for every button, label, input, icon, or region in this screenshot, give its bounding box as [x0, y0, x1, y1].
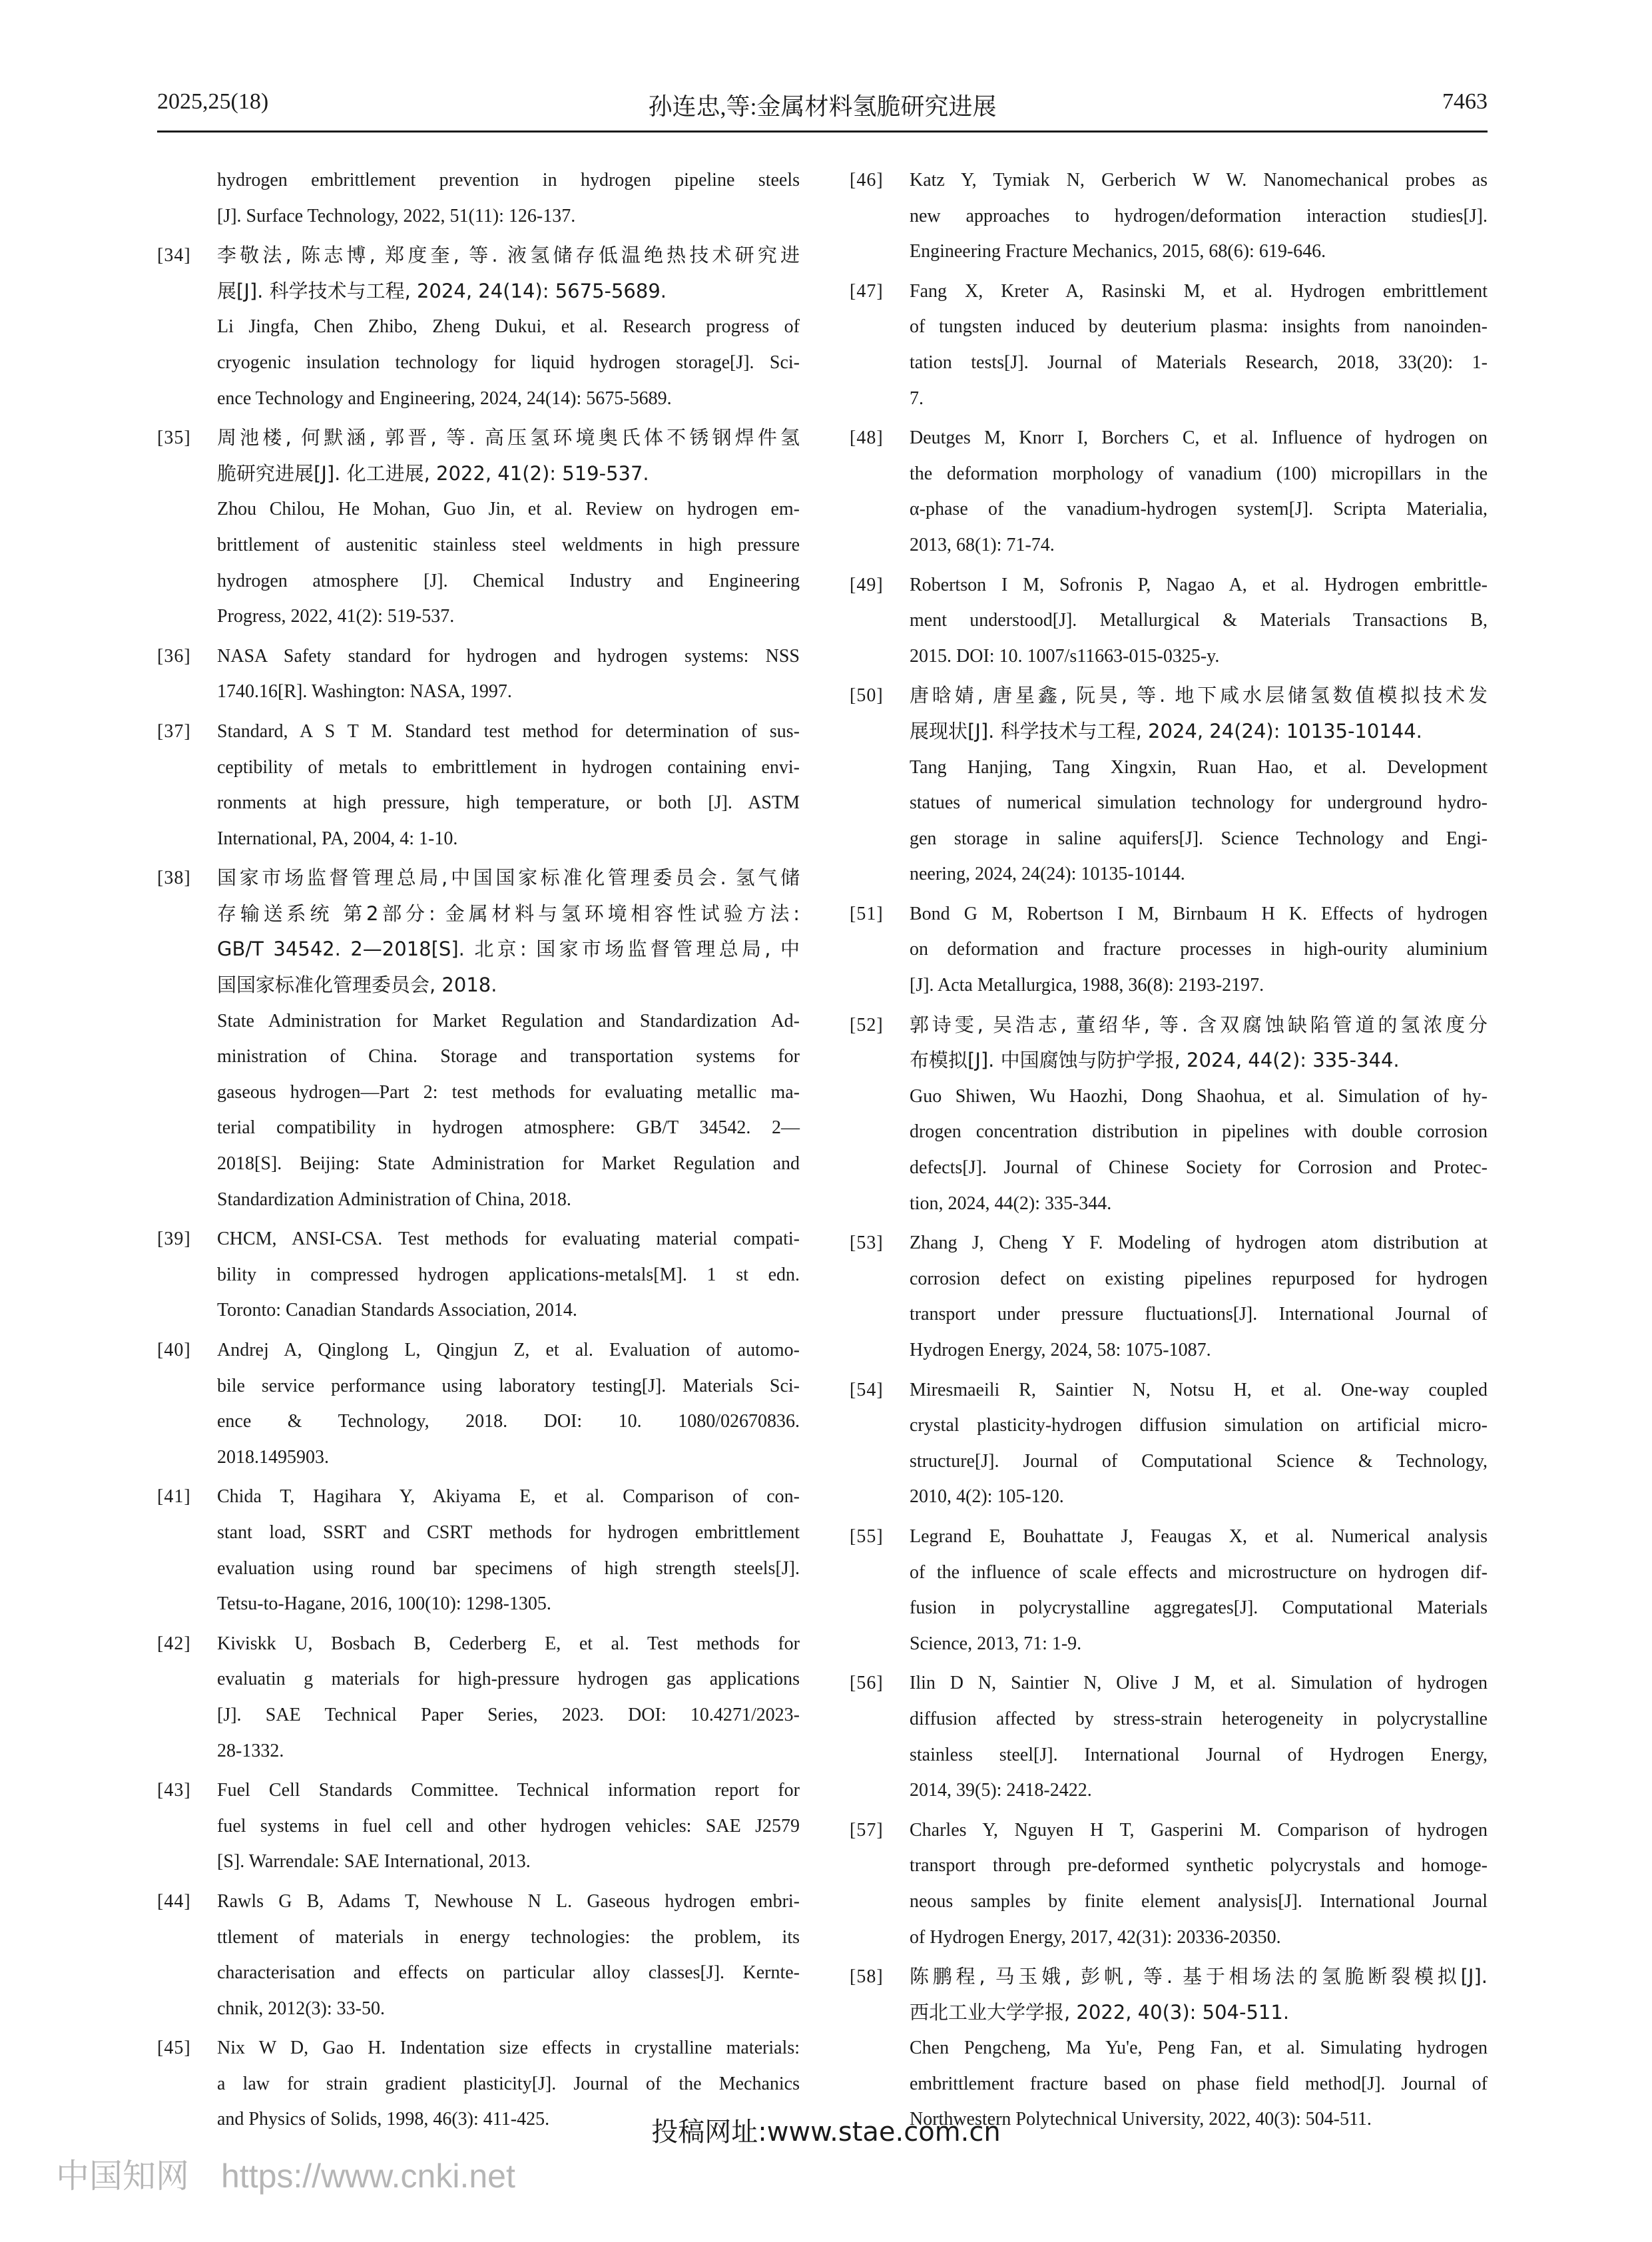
reference-line: 2015. DOI: 10. 1007/s11663-015-0325-y.: [910, 645, 1220, 667]
reference-entry: [157, 1332, 800, 1475]
reference-entry: [157, 162, 800, 234]
reference-entry: [850, 1665, 1488, 1808]
page-header: [157, 85, 1488, 127]
reference-line: ttlement of materials in energy technologies: the problem, its: [217, 1926, 800, 1948]
running-title: 孙连忠,等:金属材料氢脆研究进展: [648, 93, 997, 120]
reference-entry: [157, 1626, 800, 1769]
reference-line: Zhou Chilou, He Mohan, Guo Jin, et al. Review on hydrogen em-: [217, 499, 800, 520]
reference-number: [47]: [850, 280, 884, 302]
reference-line: 2018[S]. Beijing: State Administration for Market Regulation and: [217, 1153, 800, 1175]
reference-number: [43]: [157, 1780, 191, 1801]
reference-number: [54]: [850, 1379, 884, 1400]
reference-line: Chida T, Hagihara Y, Akiyama E, et al. Comparison of con-: [217, 1486, 800, 1508]
reference-entry: [850, 1225, 1488, 1368]
reference-entry: [157, 238, 800, 416]
reference-line: evaluatin g materials for high-pressure hydrogen gas applications: [217, 1669, 800, 1690]
reference-line: 陈鹏程, 马玉娥, 彭帆, 等. 基于相场法的氢脆断裂模拟[J].: [910, 1965, 1488, 1988]
reference-line: Robertson I M, Sofronis P, Nagao A, et al. Hydrogen embrittle-: [910, 574, 1488, 595]
reference-line: [J]. Surface Technology, 2022, 51(11): 126-137.: [217, 205, 576, 226]
reference-line: 展[J]. 科学技术与工程, 2024, 24(14): 5675-5689.: [217, 279, 667, 302]
reference-line: crystal plasticity-hydrogen diffusion simulation on artificial micro-: [910, 1415, 1488, 1436]
reference-line: GB/T 34542. 2—2018[S]. 北京: 国家市场监督管理总局, 中: [217, 938, 800, 961]
reference-column-left: [157, 162, 800, 2141]
reference-line: terial compatibility in hydrogen atmosphere: GB/T 34542. 2—: [217, 1117, 800, 1139]
reference-line: the deformation morphology of vanadium (100) micropillars in the: [910, 463, 1488, 484]
reference-line: Andrej A, Qinglong L, Qingjun Z, et al. Evaluation of automo-: [217, 1340, 800, 1360]
reference-line: 2010, 4(2): 105-120.: [910, 1486, 1064, 1508]
reference-line: 西北工业大学学报, 2022, 40(3): 504-511.: [910, 2000, 1290, 2024]
reference-line: corrosion defect on existing pipelines repurposed for hydrogen: [910, 1268, 1488, 1289]
reference-line: ronments at high pressure, high temperature, or both [J]. ASTM: [217, 792, 800, 814]
reference-line: of the influence of scale effects and microstructure on hydrogen dif-: [910, 1561, 1488, 1583]
reference-line: tion, 2024, 44(2): 335-344.: [910, 1193, 1112, 1214]
cnki-logo: 中国知网: [56, 2157, 189, 2195]
reference-line: Li Jingfa, Chen Zhibo, Zheng Dukui, et al. Research progress of: [217, 316, 800, 338]
reference-line: 2013, 68(1): 71-74.: [910, 534, 1055, 555]
reference-line: Bond G M, Robertson I M, Birnbaum H K. Effects of hydrogen: [910, 903, 1488, 924]
reference-line: 唐晗婧, 唐星鑫, 阮昊, 等. 地下咸水层储氢数值模拟技术发: [910, 684, 1488, 707]
reference-number: [57]: [850, 1819, 884, 1840]
reference-entry: [157, 639, 800, 710]
reference-line: and Physics of Solids, 1998, 46(3): 411-425.: [217, 2109, 550, 2130]
reference-number: [36]: [157, 645, 191, 667]
reference-line: fusion in polycrystalline aggregates[J]. Computational Materials: [910, 1597, 1488, 1619]
reference-line: stant load, SSRT and CSRT methods for hydrogen embrittlement: [217, 1522, 800, 1543]
reference-number: [58]: [850, 1966, 884, 1988]
reference-entry: [850, 274, 1488, 416]
reference-line: 7.: [910, 388, 924, 409]
reference-line: hydrogen embrittlement prevention in hydrogen pipeline steels: [217, 170, 800, 190]
reference-number: [48]: [850, 427, 884, 449]
journal-issue: 2025,25(18): [157, 89, 269, 114]
cnki-watermark: [56, 2149, 515, 2197]
reference-line: Charles Y, Nguyen H T, Gasperini M. Comparison of hydrogen: [910, 1819, 1488, 1840]
reference-line: on deformation and fracture processes in high-ourity aluminium: [910, 939, 1488, 960]
reference-entry: [850, 162, 1488, 270]
page-number: 7463: [1442, 89, 1488, 114]
reference-line: 布模拟[J]. 中国腐蚀与防护学报, 2024, 44(2): 335-344.: [910, 1049, 1400, 1072]
reference-line: bile service performance using laboratory testing[J]. Materials Sci-: [217, 1375, 800, 1396]
reference-line: of tungsten induced by deuterium plasma: insights from nanoinden-: [910, 316, 1488, 338]
reference-line: Fang X, Kreter A, Rasinski M, et al. Hydrogen embrittlement: [910, 280, 1488, 302]
reference-line: statues of numerical simulation technology for underground hydro-: [910, 792, 1488, 814]
reference-line: gen storage in saline aquifers[J]. Science Technology and Engi-: [910, 828, 1488, 849]
reference-line: brittlement of austenitic stainless steel weldments in high pressure: [217, 534, 800, 555]
reference-entry: [157, 1221, 800, 1328]
reference-line: CHCM, ANSI-CSA. Test methods for evaluating material compati-: [217, 1229, 800, 1250]
reference-line: transport under pressure fluctuations[J]. International Journal of: [910, 1304, 1488, 1325]
reference-line: of Hydrogen Energy, 2017, 42(31): 20336-20350.: [910, 1926, 1281, 1948]
reference-line: Kiviskk U, Bosbach B, Cederberg E, et al. Test methods for: [217, 1633, 800, 1654]
reference-entry: [850, 1007, 1488, 1222]
reference-line: Ilin D N, Saintier N, Olive J M, et al. Simulation of hydrogen: [910, 1673, 1488, 1694]
reference-line: Deutges M, Knorr I, Borchers C, et al. Influence of hydrogen on: [910, 427, 1488, 449]
reference-line: Nix W D, Gao H. Indentation size effects in crystalline materials:: [217, 2038, 800, 2059]
reference-line: 周池楼, 何默涵, 郭晋, 等. 高压氢环境奥氏体不锈钢焊件氢: [217, 426, 800, 449]
reference-number: [52]: [850, 1014, 884, 1035]
reference-line: [J]. Acta Metallurgica, 1988, 36(8): 2193-2197.: [910, 975, 1264, 996]
reference-number: [49]: [850, 574, 884, 595]
reference-line: 国国家标准化管理委员会, 2018.: [217, 974, 497, 997]
reference-line: Engineering Fracture Mechanics, 2015, 68(6): 619-646.: [910, 241, 1326, 262]
reference-entry: [157, 1884, 800, 2026]
reference-line: Guo Shiwen, Wu Haozhi, Dong Shaohua, et al. Simulation of hy-: [910, 1085, 1488, 1107]
reference-line: evaluation using round bar specimens of high strength steels[J].: [217, 1557, 800, 1579]
reference-line: Rawls G B, Adams T, Newhouse N L. Gaseous hydrogen embri-: [217, 1890, 800, 1912]
reference-entry: [850, 1813, 1488, 1955]
reference-number: [50]: [850, 685, 884, 706]
reference-line: ence & Technology, 2018. DOI: 10. 1080/02670836.: [217, 1411, 800, 1432]
reference-line: characterisation and effects on particular alloy classes[J]. Kernte-: [217, 1962, 800, 1984]
reference-line: 国家市场监督管理总局,中国国家标准化管理委员会. 氢气储: [217, 866, 800, 890]
reference-line: Toronto: Canadian Standards Association, 2014.: [217, 1300, 577, 1321]
reference-line: ment understood[J]. Metallurgical & Materials Transactions B,: [910, 610, 1488, 631]
cnki-url[interactable]: https://www.cnki.net: [221, 2157, 515, 2195]
reference-line: Chen Pengcheng, Ma Yu'e, Peng Fan, et al. Simulating hydrogen: [910, 2038, 1488, 2059]
reference-number: [34]: [157, 245, 191, 266]
reference-entry: [157, 420, 800, 635]
reference-number: [46]: [850, 170, 884, 190]
reference-line: 脆研究进展[J]. 化工进展, 2022, 41(2): 519-537.: [217, 461, 649, 485]
reference-line: stainless steel[J]. International Journal of Hydrogen Energy,: [910, 1744, 1488, 1765]
reference-line: [S]. Warrendale: SAE International, 2013.: [217, 1851, 531, 1872]
reference-line: 1740.16[R]. Washington: NASA, 1997.: [217, 681, 512, 702]
reference-line: Fuel Cell Standards Committee. Technical information report for: [217, 1780, 800, 1801]
submission-url[interactable]: 投稿网址:www.stae.com.cn: [651, 2117, 1001, 2147]
reference-number: [40]: [157, 1340, 191, 1360]
reference-line: diffusion affected by stress-strain heterogeneity in polycrystalline: [910, 1708, 1488, 1729]
reference-line: chnik, 2012(3): 33-50.: [217, 1998, 385, 2019]
reference-line: International, PA, 2004, 4: 1-10.: [217, 828, 458, 849]
reference-line: ence Technology and Engineering, 2024, 24(14): 5675-5689.: [217, 388, 672, 409]
reference-column-right: [850, 162, 1488, 2141]
reference-entry: [850, 896, 1488, 1003]
reference-number: [41]: [157, 1486, 191, 1508]
reference-number: [56]: [850, 1673, 884, 1694]
reference-line: 存输送系统 第2部分: 金属材料与氢环境相容性试验方法:: [217, 902, 800, 925]
reference-entry: [850, 678, 1488, 892]
reference-line: 28-1332.: [217, 1740, 284, 1761]
reference-line: State Administration for Market Regulation and Standardization Ad-: [217, 1010, 800, 1031]
reference-line: [J]. SAE Technical Paper Series, 2023. DOI: 10.4271/2023-: [217, 1704, 800, 1725]
reference-entry: [850, 1519, 1488, 1661]
reference-entry: [850, 420, 1488, 563]
reference-entry: [157, 1479, 800, 1621]
reference-line: tation tests[J]. Journal of Materials Research, 2018, 33(20): 1-: [910, 352, 1488, 373]
reference-number: [35]: [157, 427, 191, 449]
reference-line: drogen concentration distribution in pipelines with double corrosion: [910, 1121, 1488, 1143]
reference-line: 展现状[J]. 科学技术与工程, 2024, 24(24): 10135-10144.: [910, 719, 1422, 742]
reference-line: Northwestern Polytechnical University, 2022, 40(3): 504-511.: [910, 2109, 1372, 2130]
reference-line: Tang Hanjing, Tang Xingxin, Ruan Hao, et al. Development: [910, 756, 1488, 778]
reference-entry: [850, 1372, 1488, 1515]
reference-number: [44]: [157, 1890, 191, 1912]
reference-line: ceptibility of metals to embrittlement in hydrogen containing envi-: [217, 756, 800, 778]
reference-entry: [157, 860, 800, 1217]
reference-line: NASA Safety standard for hydrogen and hydrogen systems: NSS: [217, 645, 800, 667]
reference-number: [38]: [157, 868, 191, 889]
reference-line: α-phase of the vanadium-hydrogen system[J]. Scripta Materialia,: [910, 499, 1488, 520]
reference-line: Progress, 2022, 41(2): 519-537.: [217, 606, 455, 627]
reference-line: Miresmaeili R, Saintier N, Notsu H, et al. One-way coupled: [910, 1379, 1488, 1400]
reference-number: [39]: [157, 1229, 191, 1250]
reference-line: new approaches to hydrogen/deformation interaction studies[J].: [910, 205, 1488, 226]
reference-line: 2014, 39(5): 2418-2422.: [910, 1780, 1092, 1801]
reference-line: Zhang J, Cheng Y F. Modeling of hydrogen atom distribution at: [910, 1233, 1488, 1254]
reference-line: cryogenic insulation technology for liquid hydrogen storage[J]. Sci-: [217, 352, 800, 373]
reference-line: defects[J]. Journal of Chinese Society for Corrosion and Protec-: [910, 1157, 1488, 1179]
reference-line: transport through pre-deformed synthetic polycrystals and homoge-: [910, 1855, 1488, 1876]
reference-number: [51]: [850, 903, 884, 924]
reference-line: Science, 2013, 71: 1-9.: [910, 1633, 1082, 1654]
reference-line: fuel systems in fuel cell and other hydrogen vehicles: SAE J2579: [217, 1815, 800, 1836]
reference-line: 2018.1495903.: [217, 1446, 329, 1468]
reference-number: [42]: [157, 1633, 191, 1654]
reference-line: 李敬法, 陈志博, 郑度奎, 等. 液氢储存低温绝热技术研究进: [217, 244, 800, 267]
reference-line: Tetsu-to-Hagane, 2016, 100(10): 1298-1305.: [217, 1593, 551, 1615]
reference-number: [37]: [157, 720, 191, 742]
reference-number: [45]: [157, 2038, 191, 2059]
reference-line: Legrand E, Bouhattate J, Feaugas X, et al. Numerical analysis: [910, 1526, 1488, 1547]
reference-line: Standardization Administration of China, 2018.: [217, 1189, 571, 1210]
reference-line: neering, 2024, 24(24): 10135-10144.: [910, 864, 1185, 885]
reference-line: 郭诗雯, 吴浩志, 董绍华, 等. 含双腐蚀缺陷管道的氢浓度分: [910, 1013, 1488, 1036]
reference-line: a law for strain gradient plasticity[J]. Journal of the Mechanics: [217, 2073, 800, 2094]
reference-line: Hydrogen Energy, 2024, 58: 1075-1087.: [910, 1340, 1211, 1360]
reference-line: hydrogen atmosphere [J]. Chemical Industry and Engineering: [217, 570, 800, 591]
reference-line: gaseous hydrogen—Part 2: test methods for evaluating metallic ma-: [217, 1081, 800, 1103]
reference-line: ministration of China. Storage and transportation systems for: [217, 1046, 800, 1067]
reference-line: embrittlement fracture based on phase field method[J]. Journal of: [910, 2073, 1488, 2094]
header-rule: [157, 131, 1488, 133]
reference-line: Katz Y, Tymiak N, Gerberich W W. Nanomechanical probes as: [910, 170, 1488, 190]
reference-line: neous samples by finite element analysis[J]. International Journal: [910, 1890, 1488, 1912]
reference-line: bility in compressed hydrogen applications-metals[M]. 1 st edn.: [217, 1264, 800, 1285]
reference-number: [53]: [850, 1233, 884, 1254]
reference-line: structure[J]. Journal of Computational Science & Technology,: [910, 1450, 1488, 1472]
reference-entry: [850, 567, 1488, 675]
reference-entry: [157, 1773, 800, 1880]
reference-number: [55]: [850, 1526, 884, 1547]
reference-entry: [157, 714, 800, 856]
reference-line: Standard, A S T M. Standard test method for determination of sus-: [217, 720, 800, 742]
